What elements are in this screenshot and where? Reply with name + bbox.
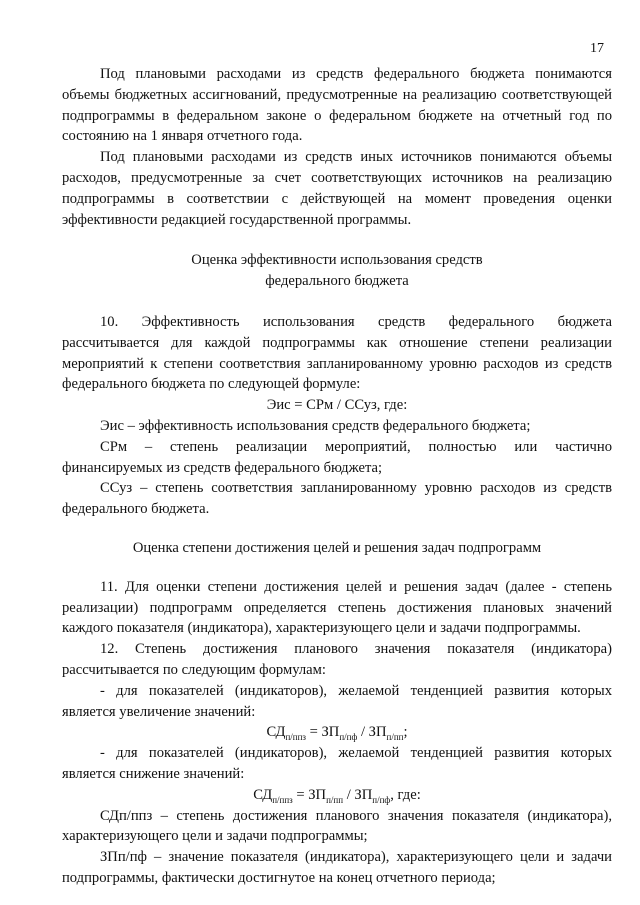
formula-decrease-div: / ЗП (343, 786, 373, 803)
paragraph-12: 12. Степень достижения планового значения показателя (индикатора) рассчитывается по следующим формулам: (62, 641, 612, 678)
formula-decrease-lhs: СД (253, 786, 273, 803)
formula-increase-t1-sub: п/пф (339, 732, 358, 743)
heading-line-1: Оценка эффективности использования средств (191, 252, 483, 269)
formula-decrease-end: , где: (390, 786, 421, 803)
section-heading-goals: Оценка степени достижения целей и решения задач подпрограмм (132, 539, 542, 556)
formula-decrease-t2-sub: п/пф (372, 794, 391, 805)
formula-increase-eq: = ЗП (305, 724, 340, 741)
formula-increase-div: / ЗП (357, 724, 387, 741)
paragraph-planned-other-expenses: Под плановыми расходами из средств иных источников понимаются объемы расходов, предусмотренные за счет соответствующих источников на реализацию подпрограммы в соответствии с действующей на момент проведения оценки эффективности редакцией государственной программы. (62, 149, 612, 228)
definition-srm: СРм – степень реализации мероприятий, полностью или частично финансируемых из средств федерального бюджета; (62, 438, 612, 476)
paragraph-11: 11. Для оценки степени достижения целей и решения задач (далее - степень реализации) подпрограмм определяется степень достижения плановых значений каждого показателя (индикатора), характеризующего цели и задачи подпрограммы. (62, 578, 612, 637)
formula-decrease (62, 785, 612, 806)
page-number: 17 (590, 41, 604, 56)
definition-ssuz: ССуз – степень соответствия запланированному уровню расходов из средств федерального бюджета. (62, 480, 612, 518)
definition-sdppz: СДп/ппз – степень достижения планового значения показателя (индикатора), характеризующего цели и задачи подпрограммы; (62, 807, 612, 845)
section-heading-efficiency (62, 250, 612, 292)
heading-line-2: федерального бюджета (265, 273, 409, 290)
paragraph-planned-federal-expenses: Под плановыми расходами из средств федерального бюджета понимаются объемы бюджетных ассигнований, предусмотренные на реализацию соответствующей подпрограммы в федеральном законе о федеральном бюджете на отчетный год по состоянию на 1 января отчетного года. (62, 66, 612, 145)
formula-increase-lhs: СД (266, 724, 286, 741)
definition-zppf: ЗПп/пф – значение показателя (индикатора), характеризующего цели и задачи подпрограммы, фактически достигнутое на конец отчетного периода; (62, 849, 612, 886)
formula-efficiency: Эис = СРм / ССуз, где: (266, 397, 408, 414)
formula-increase-lhs-sub: п/ппз (285, 732, 306, 743)
case-decrease: - для показателей (индикаторов), желаемой тенденцией развития которых является снижение значений: (62, 745, 612, 782)
formula-increase-t2-sub: п/пп (386, 732, 404, 743)
paragraph-10: 10. Эффективность использования средств федерального бюджета рассчитывается для каждой подпрограммы как отношение степени реализации мероприятий к степени соответствия запланированному уровню расходов из средств федерального бюджета по следующей формуле: (62, 313, 612, 393)
formula-decrease-lhs-sub: п/ппз (272, 794, 293, 805)
document-body (62, 64, 612, 889)
definition-eis: Эис – эффективность использования средств федерального бюджета; (100, 417, 531, 434)
case-increase: - для показателей (индикаторов), желаемой тенденцией развития которых является увеличение значений: (62, 682, 612, 720)
formula-decrease-eq: = ЗП (292, 786, 327, 803)
formula-increase (62, 722, 612, 743)
formula-increase-end: ; (403, 724, 408, 741)
formula-decrease-t1-sub: п/пп (326, 794, 344, 805)
